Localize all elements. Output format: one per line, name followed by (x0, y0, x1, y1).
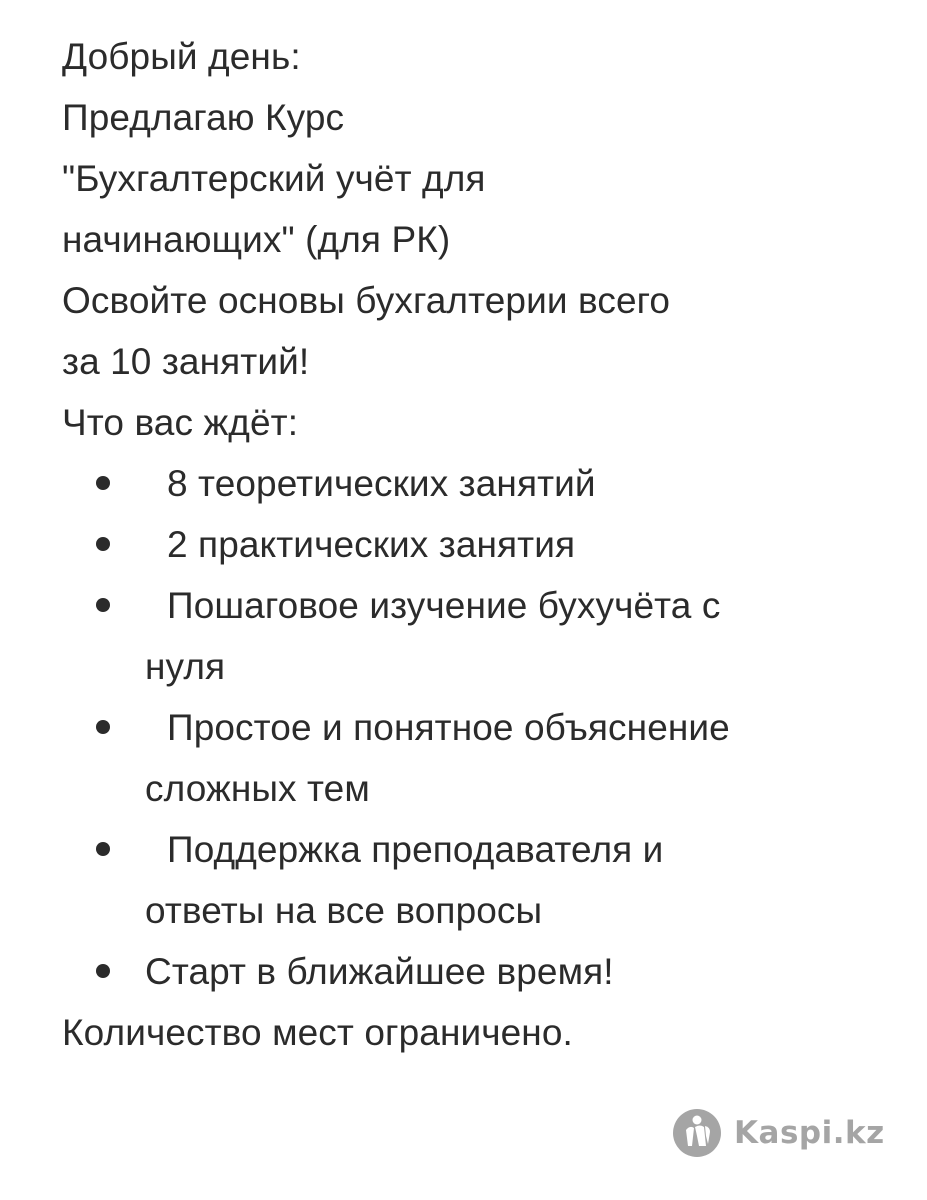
benefits-list (62, 453, 882, 1002)
course-title-line-1: "Бухгалтерский учёт для (62, 158, 486, 199)
closing-text: Количество мест ограничено. (62, 1012, 573, 1053)
list-item (62, 819, 882, 941)
bullet-icon (96, 842, 110, 856)
list-item-text: Простое и понятное объяснение (167, 707, 730, 748)
bullet-icon (96, 598, 110, 612)
list-item (62, 575, 882, 697)
list-item-text-continued: нуля (145, 646, 226, 687)
list-item-text-continued: сложных тем (145, 768, 370, 809)
bullet-icon (96, 537, 110, 551)
document-body (62, 26, 882, 1063)
greeting-text: Добрый день: (62, 36, 301, 77)
list-item (62, 453, 882, 514)
list-item (62, 697, 882, 819)
tagline-line-2: за 10 занятий! (62, 341, 310, 382)
bullet-icon (96, 964, 110, 978)
list-item (62, 941, 882, 1002)
bullet-icon (96, 720, 110, 734)
list-item-text: Пошаговое изучение бухучёта с (167, 585, 721, 626)
list-item (62, 514, 882, 575)
kaspi-watermark (672, 1108, 885, 1158)
offer-text: Предлагаю Курс (62, 97, 345, 138)
list-item-text: 8 теоретических занятий (167, 463, 596, 504)
list-item-text: Старт в ближайшее время! (145, 951, 614, 992)
expect-heading: Что вас ждёт: (62, 402, 299, 443)
list-item-text-continued: ответы на все вопросы (145, 890, 543, 931)
bullet-icon (96, 476, 110, 490)
list-item-text: Поддержка преподавателя и (167, 829, 664, 870)
tagline-line-1: Освойте основы бухгалтерии всего (62, 280, 671, 321)
course-title-line-2: начинающих" (для РК) (62, 219, 451, 260)
watermark-text: Kaspi.kz (734, 1115, 885, 1151)
kaspi-logo-icon (672, 1108, 722, 1158)
list-item-text: 2 практических занятия (167, 524, 576, 565)
